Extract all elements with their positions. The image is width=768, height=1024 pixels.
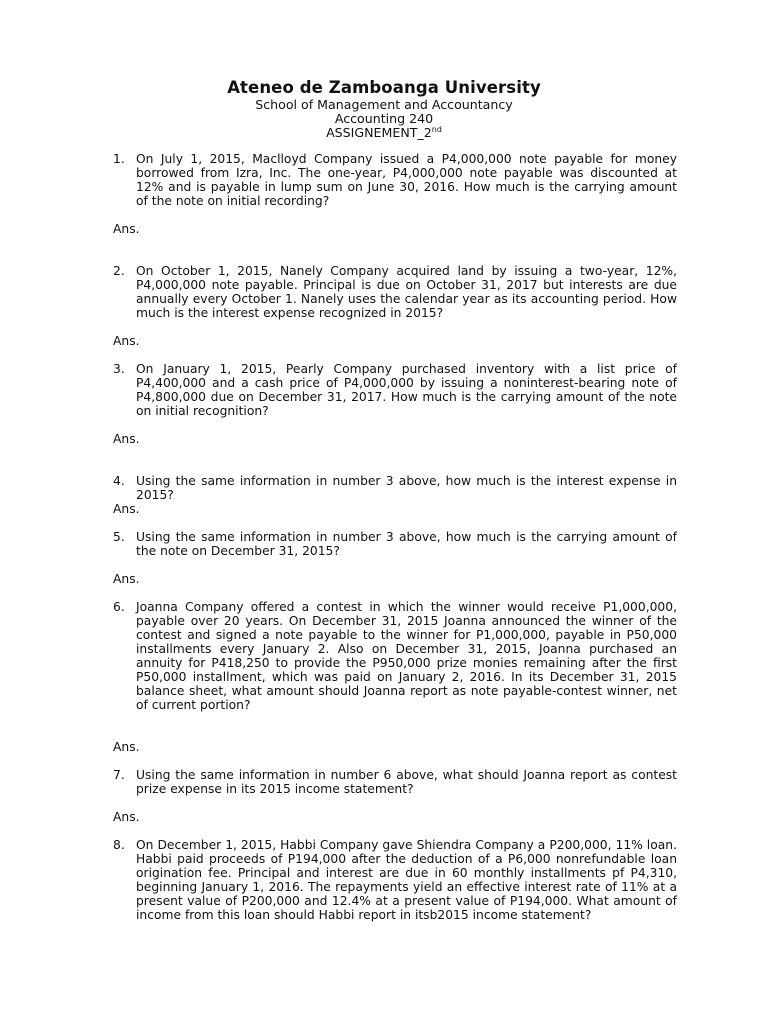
question-item <box>113 600 677 712</box>
document-header <box>0 78 768 140</box>
course-name: Accounting 240 <box>334 111 434 126</box>
question-item <box>113 474 677 502</box>
answer-label: Ans. <box>113 222 140 236</box>
university-title: Ateneo de Zamboanga University <box>227 78 541 97</box>
question-item <box>113 838 677 922</box>
question-text: Using the same information in number 6 above, what should Joanna report as contest prize expense in its 2015 income statement? <box>136 768 677 796</box>
question-number: 3. <box>113 362 125 376</box>
question-number: 4. <box>113 474 125 488</box>
question-number: 7. <box>113 768 125 782</box>
assignment-label: ASSIGNEMENT_2 <box>326 125 432 140</box>
answer-label: Ans. <box>113 502 140 516</box>
question-text: Using the same information in number 3 above, how much is the interest expense in 2015? <box>136 474 677 502</box>
answer-label: Ans. <box>113 432 140 446</box>
school-name: School of Management and Accountancy <box>255 97 513 112</box>
assignment-superscript: nd <box>431 124 442 134</box>
question-text: On January 1, 2015, Pearly Company purchased inventory with a list price of P4,400,000 and a cash price of P4,000,000 by issuing a noninterest-bearing note of P4,800,000 due on December 31, 2017. How much is the carrying amount of the note on initial recognition? <box>136 362 677 418</box>
question-number: 5. <box>113 530 125 544</box>
question-number: 6. <box>113 600 125 614</box>
question-text: Using the same information in number 3 above, how much is the carrying amount of the note on December 31, 2015? <box>136 530 677 558</box>
question-number: 2. <box>113 264 125 278</box>
question-text: Joanna Company offered a contest in which the winner would receive P1,000,000, payable over 20 years. On December 31, 2015 Joanna announced the winner of the contest and signed a note payable to the winner for P1,000,000, payable in P50,000 installments every January 2. Also on December 31, 2015, Joanna purchased an annuity for P418,250 to provide the P950,000 prize monies remaining after the first P50,000 installment, which was paid on January 2, 2016. In its December 31, 2015 balance sheet, what amount should Joanna report as note payable-contest winner, net of current portion? <box>136 600 677 712</box>
answer-label: Ans. <box>113 334 140 348</box>
answer-label: Ans. <box>113 572 140 586</box>
question-text: On December 1, 2015, Habbi Company gave Shiendra Company a P200,000, 11% loan. Habbi paid proceeds of P194,000 after the deduction of a P6,000 nonrefundable loan origination fee. Principal and interest are due in 60 monthly installments pf P4,310, beginning January 1, 2016. The repayments yield an effective interest rate of 11% at a present value of P200,000 and 12.4% at a present value of P194,000. What amount of income from this loan should Habbi report in itsb2015 income statement? <box>136 838 677 922</box>
question-number: 1. <box>113 152 125 166</box>
question-text: On July 1, 2015, Maclloyd Company issued a P4,000,000 note payable for money borrowed from Izra, Inc. The one-year, P4,000,000 note payable was discounted at 12% and is payable in lump sum on June 30, 2016. How much is the carrying amount of the note on initial recording? <box>136 152 677 208</box>
answer-label: Ans. <box>113 740 140 754</box>
question-item <box>113 362 677 418</box>
question-item <box>113 530 677 558</box>
answer-label: Ans. <box>113 810 140 824</box>
question-item <box>113 152 677 208</box>
assignment-title <box>0 126 768 140</box>
question-number: 8. <box>113 838 125 852</box>
question-item <box>113 264 677 320</box>
question-item <box>113 768 677 796</box>
question-text: On October 1, 2015, Nanely Company acquired land by issuing a two-year, 12%, P4,000,000 note payable. Principal is due on October 31, 2017 but interests are due annually every October 1. Nanely uses the calendar year as its accounting period. How much is the interest expense recognized in 2015? <box>136 264 677 320</box>
